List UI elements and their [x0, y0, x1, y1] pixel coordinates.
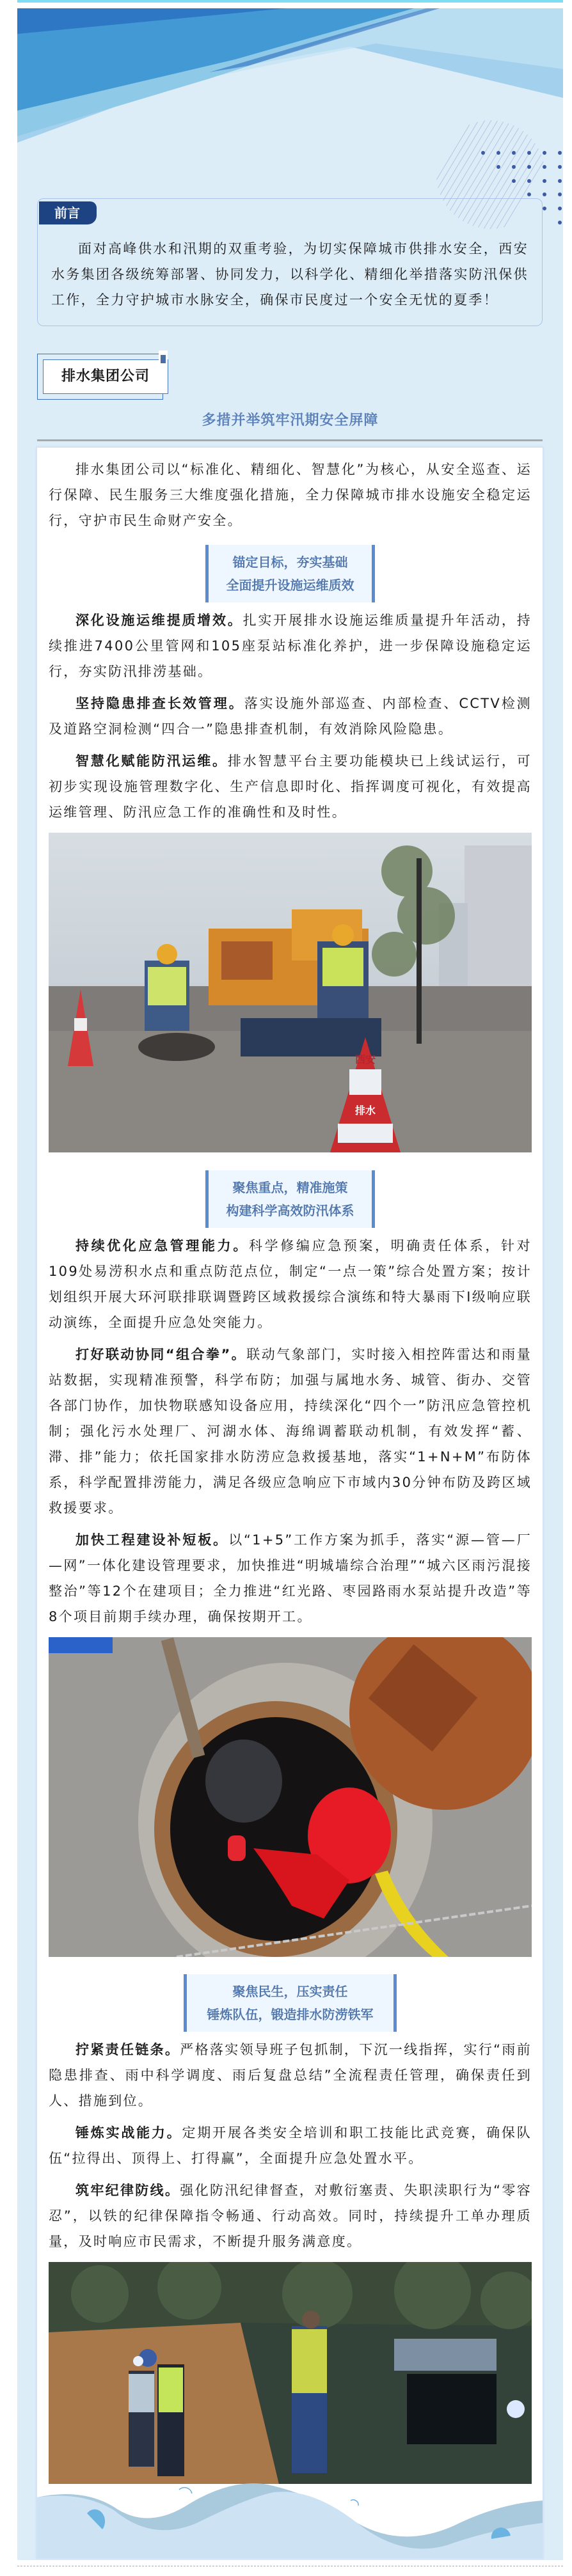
- preface-box: [37, 198, 543, 326]
- paragraph-heading: 加快工程建设补短板。: [75, 1532, 229, 1548]
- article-card: [37, 448, 543, 2558]
- callout-section-3: [184, 1974, 397, 2032]
- paragraph: [49, 608, 532, 684]
- photo-manhole-worker: [49, 1637, 532, 1957]
- paragraph-text: 扎实开展排水设施运维质量提升年活动，持续推进7400公里管网和105座泵站标准化养护，进一步保障设施稳定运行，夯实防汛排涝基础。: [49, 613, 532, 679]
- paragraph-text: 以“1+5”工作方案为抓手，落实“源—管—厂—网”一体化建设管理要求，加快推进“明城墙综合治理”“城六区雨污混接整治”等12个在建项目；全力推进“红光路、枣园路雨水泵站提升改造”等8个项目前期手续办理，确保按期开工。: [49, 1532, 532, 1624]
- decorative-wave: [37, 2478, 543, 2558]
- photo-night-inspection: [49, 2262, 532, 2484]
- callout-line: 聚焦民生，压实责任: [232, 1984, 348, 1999]
- paragraph: [49, 2178, 532, 2254]
- paragraph-text: 联动气象部门，实时接入相控阵雷达和雨量站数据，实现精准预警，科学布防；加强与属地水务、城管、街办、交管各部门协作，加快物联感知设备应用，持续深化“四个一”防汛应急管控机制；强化污水处理厂、河湖水体、海绵调蓄联动机制，有效发挥“蓄、滞、排”能力；依托国家排水防涝应急救援基地，落实“1+N+M”布防体系，科学配置排涝能力，满足各级应急响应下市域内30分钟布防及跨区域救援要求。: [49, 1347, 532, 1516]
- photo-street-maintenance: [49, 833, 532, 1152]
- article-frame: [17, 8, 563, 2560]
- paragraph: [49, 748, 532, 825]
- paragraph: [49, 1527, 532, 1630]
- callout-section-1: [205, 545, 375, 602]
- callout-line: 全面提升设施运维质效: [226, 577, 354, 593]
- callout-section-2: [205, 1170, 375, 1228]
- article-content: [49, 457, 532, 2484]
- paragraph-heading: 锤炼实战能力。: [75, 2125, 182, 2140]
- section-subtitle: 多措并举筑牢汛期安全屏障: [202, 412, 379, 428]
- paragraph: [49, 2120, 532, 2171]
- top-accent-strip: [17, 0, 563, 3]
- paragraph-text: 科学修编应急预案，明确责任体系，针对109处易涝积水点和重点防范点位，制定“一点一策”综合处置方案；按计划组织开展大环河联排联调暨跨区域救援综合演练和特大暴雨下Ⅰ级响应联动演练，全面提升应急处突能力。: [49, 1238, 532, 1330]
- callout-line: 锤炼队伍，锻造排水防涝铁军: [207, 2007, 374, 2022]
- lead-paragraph: 排水集团公司以“标准化、精细化、智慧化”为核心，从安全巡查、运行保障、民生服务三大维度强化措施，全力保障城市排水设施安全稳定运行，守护市民生命财产安全。: [49, 462, 532, 528]
- cone-lettering: 西安: [354, 1053, 376, 1065]
- paragraph-text: 落实设施外部巡查、内部检查、CCTV检测及道路空洞检测“四合一”隐患排查机制，有效消除风险隐患。: [49, 696, 532, 737]
- paragraph-heading: 筑牢纪律防线。: [75, 2183, 180, 2198]
- paragraph: [49, 1342, 532, 1521]
- cone-lettering: 排水: [354, 1104, 376, 1117]
- callout-line: 聚焦重点，精准施策: [232, 1180, 348, 1195]
- paragraph-heading: 深化设施运维提质增效。: [75, 613, 243, 628]
- paragraph: [49, 691, 532, 742]
- preface-label: 前言: [39, 201, 97, 224]
- callout-line: 锚定目标，夯实基础: [232, 554, 348, 570]
- paragraph-heading: 拧紧责任链条。: [75, 2042, 180, 2057]
- paragraph-text: 排水智慧平台主要功能模块已上线试运行，可初步实现设施管理数字化、生产信息即时化、指挥调度可视化，有效提高运维管理、防汛应急工作的准确性和及时性。: [49, 753, 532, 820]
- divider: [37, 439, 543, 441]
- paragraph-text: 定期开展各类安全培训和职工技能比武竞赛，确保队伍“拉得出、顶得上、打得赢”，全面提升应急处置水平。: [49, 2125, 532, 2166]
- company-label: 排水集团公司: [43, 359, 168, 394]
- paragraph-heading: 打好联动协同“组合拳”。: [75, 1347, 247, 1362]
- paragraph-text: 强化防汛纪律督查，对敷衍塞责、失职渎职行为“零容忍”，以铁的纪律保障指令畅通、行动高效。同时，持续提升工单办理质量，及时响应市民需求，不断提升服务满意度。: [49, 2183, 532, 2249]
- paragraph-heading: 持续优化应急管理能力。: [75, 1238, 249, 1253]
- company-label-box: [37, 354, 165, 400]
- callout-line: 构建科学高效防汛体系: [226, 1203, 354, 1218]
- paragraph-text: 严格落实领导班子包抓制，下沉一线指挥，实行“雨前隐患排查、雨中科学调度、雨后复盘总结”全流程责任管理，确保责任到人、措施到位。: [49, 2042, 532, 2109]
- paragraph-heading: 智慧化赋能防汛运维。: [75, 753, 228, 769]
- paragraph: [49, 2037, 532, 2114]
- label-corner-marker: [159, 350, 168, 366]
- paragraph-heading: 坚持隐患排查长效管理。: [75, 696, 244, 711]
- paragraph: [49, 1233, 532, 1335]
- preface-text: 面对高峰供水和汛期的双重考验，为切实保障城市供排水安全，西安水务集团各级统筹部署、协同发力，以科学化、精细化举措落实防汛保供工作，全力守护城市水脉安全，确保市民度过一个安全无忧的夏季！: [51, 241, 528, 308]
